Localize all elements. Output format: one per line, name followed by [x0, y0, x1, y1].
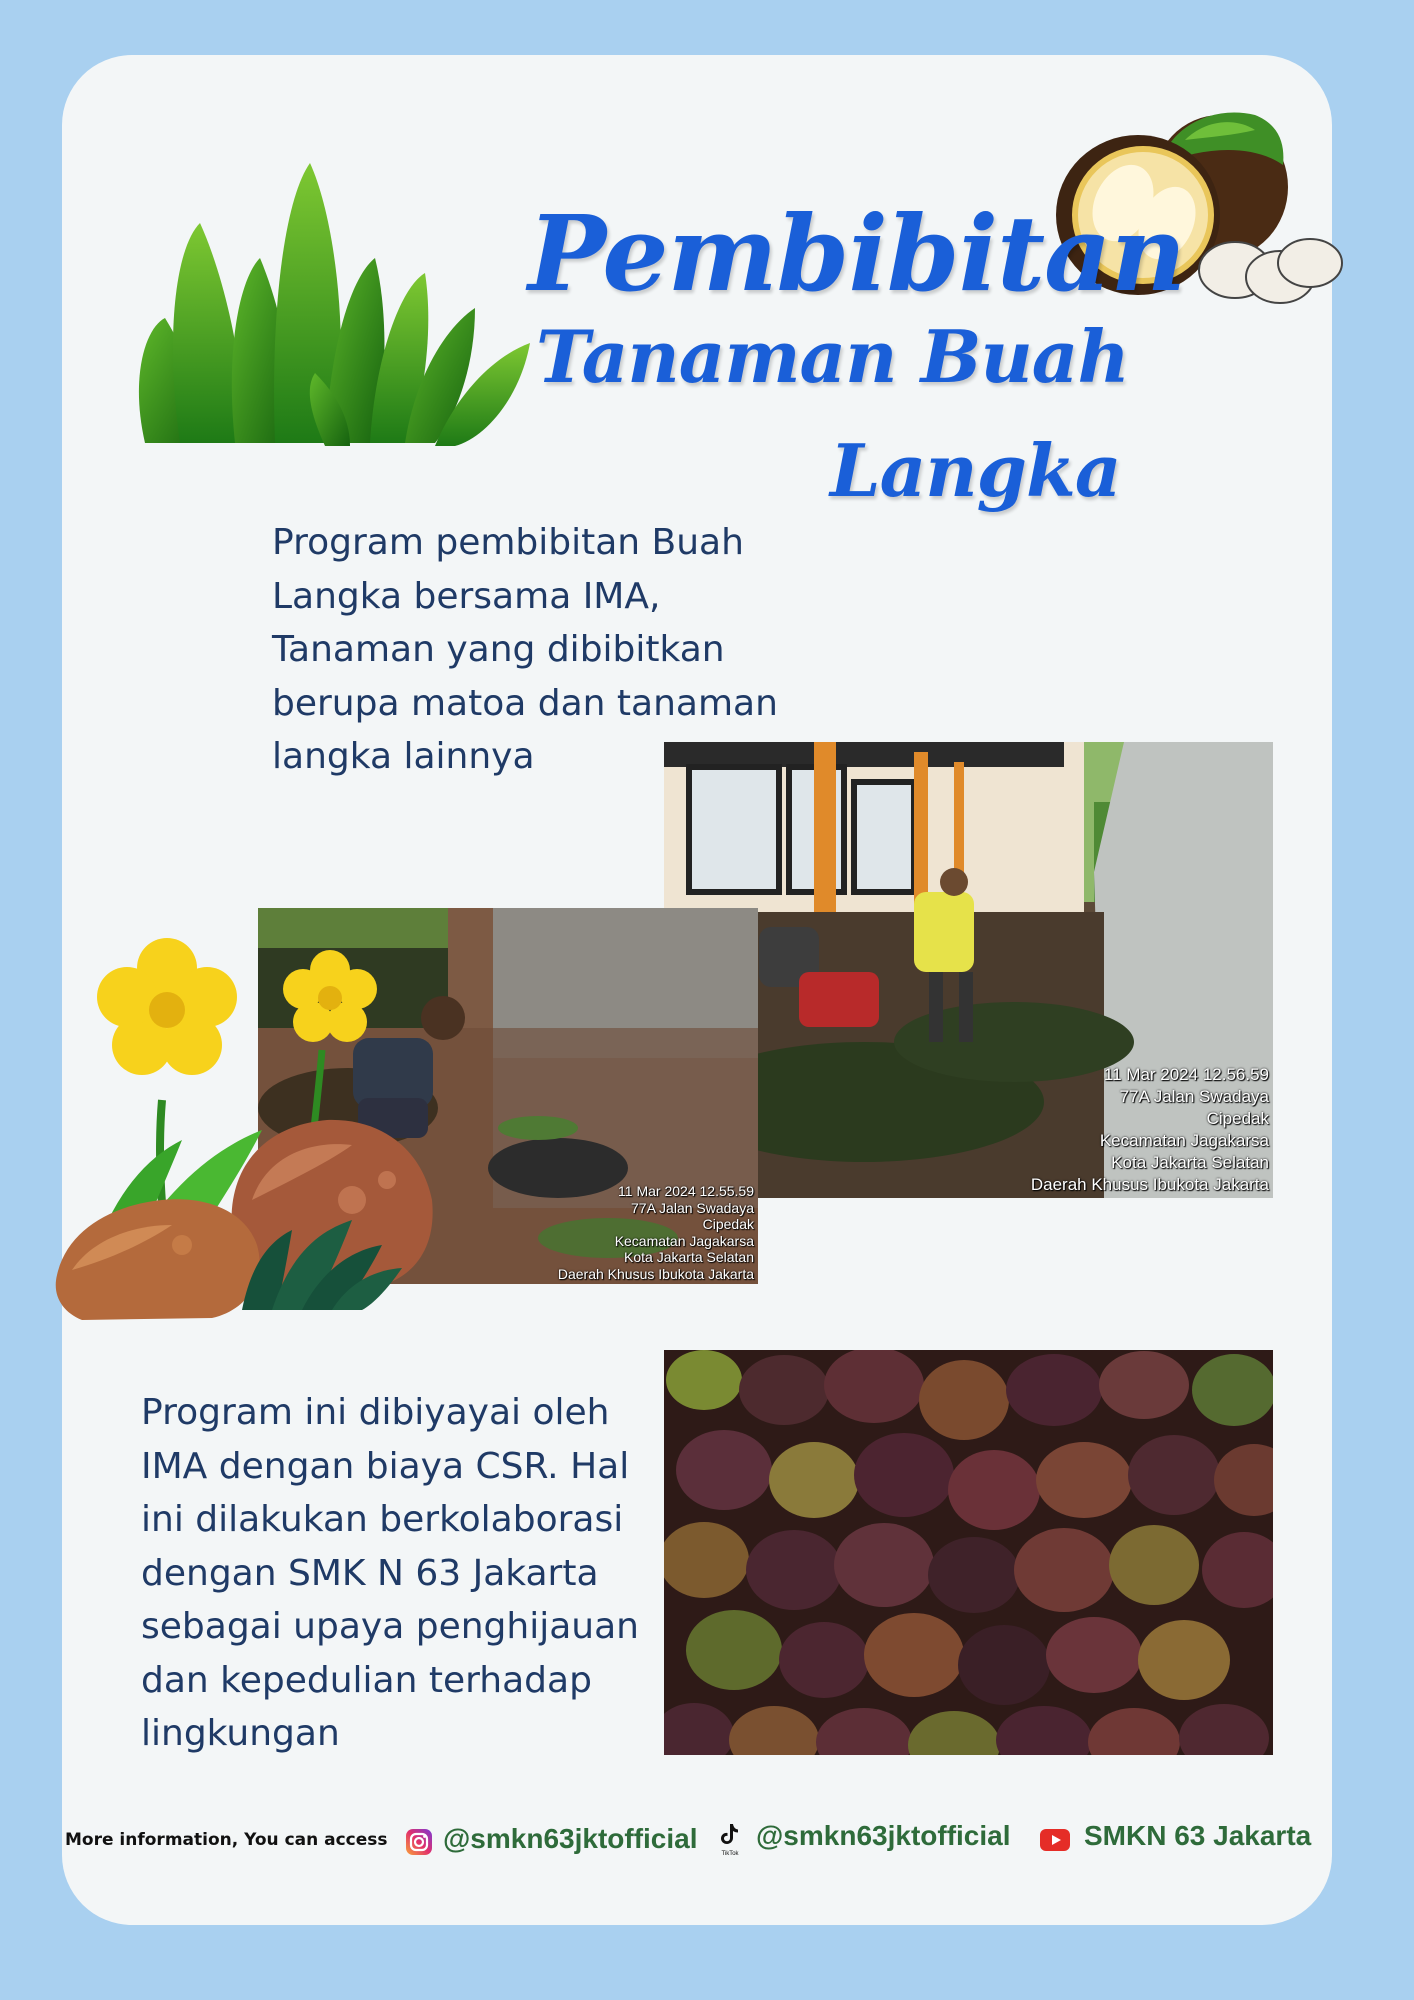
tiktok-icon[interactable]: [716, 1822, 744, 1856]
funding-text: Program ini dibiyayai oleh IMA dengan biaya CSR. Hal ini dilakukan berkolaborasi dengan SMK N 63 Jakarta sebagai upaya penghijauan dan kepedulian terhadap lingkungan: [141, 1392, 639, 1754]
photo-1-address-3: Kecamatan Jagakarsa: [614, 1232, 754, 1249]
youtube-icon[interactable]: [1040, 1829, 1070, 1851]
photo-2-address-1: 77A Jalan Swadaya: [1119, 1087, 1269, 1106]
photo-2-address-2: Cipedak: [1206, 1109, 1269, 1128]
instagram-icon[interactable]: [405, 1828, 433, 1856]
grass-icon: [135, 158, 535, 448]
footer-label: More information, You can access: [65, 1830, 388, 1850]
tiktok-caption: TikTok: [721, 1851, 739, 1857]
youtube-channel[interactable]: SMKN 63 Jakarta: [1084, 1820, 1312, 1851]
photo-1-timestamp: 11 Mar 2024 12.55.59: [618, 1183, 754, 1199]
title-line-2: Tanaman Buah: [536, 314, 1129, 399]
photo-2-timestamp: 11 Mar 2024 12.56.59: [1103, 1065, 1269, 1084]
photo-2-address-4: Kota Jakarta Selatan: [1111, 1153, 1269, 1172]
tiktok-handle[interactable]: @smkn63jktofficial: [756, 1820, 1011, 1851]
title-line-3: Langka: [830, 428, 1121, 513]
photo-1-address-4: Kota Jakarta Selatan: [624, 1249, 754, 1265]
matoa-fruits-photo: [664, 1350, 1273, 1755]
instagram-handle[interactable]: @smkn63jktofficial: [443, 1823, 698, 1854]
flower-rock-icon: [52, 900, 472, 1325]
footer: [65, 1820, 1325, 1860]
photo-2-stamp: [1031, 1064, 1269, 1196]
photo-2-address-5: Daerah Khusus Ibukota Jakarta: [1030, 1175, 1269, 1194]
intro-text: Program pembibitan Buah Langka bersama IMA, Tanaman yang dibibitkan berupa matoa dan tanaman langka lainnya: [272, 522, 778, 777]
photo-1-address-5: Daerah Khusus Ibukota Jakarta: [557, 1265, 754, 1282]
title-line-1: Pembibitan: [528, 192, 1186, 315]
photo-1-address-1: 77A Jalan Swadaya: [631, 1199, 754, 1216]
photo-1-stamp: [558, 1183, 754, 1282]
tiktok-glyph-icon: [716, 1822, 744, 1846]
photo-1-address-2: Cipedak: [702, 1216, 754, 1232]
photo-2-address-3: Kecamatan Jagakarsa: [1099, 1131, 1269, 1150]
